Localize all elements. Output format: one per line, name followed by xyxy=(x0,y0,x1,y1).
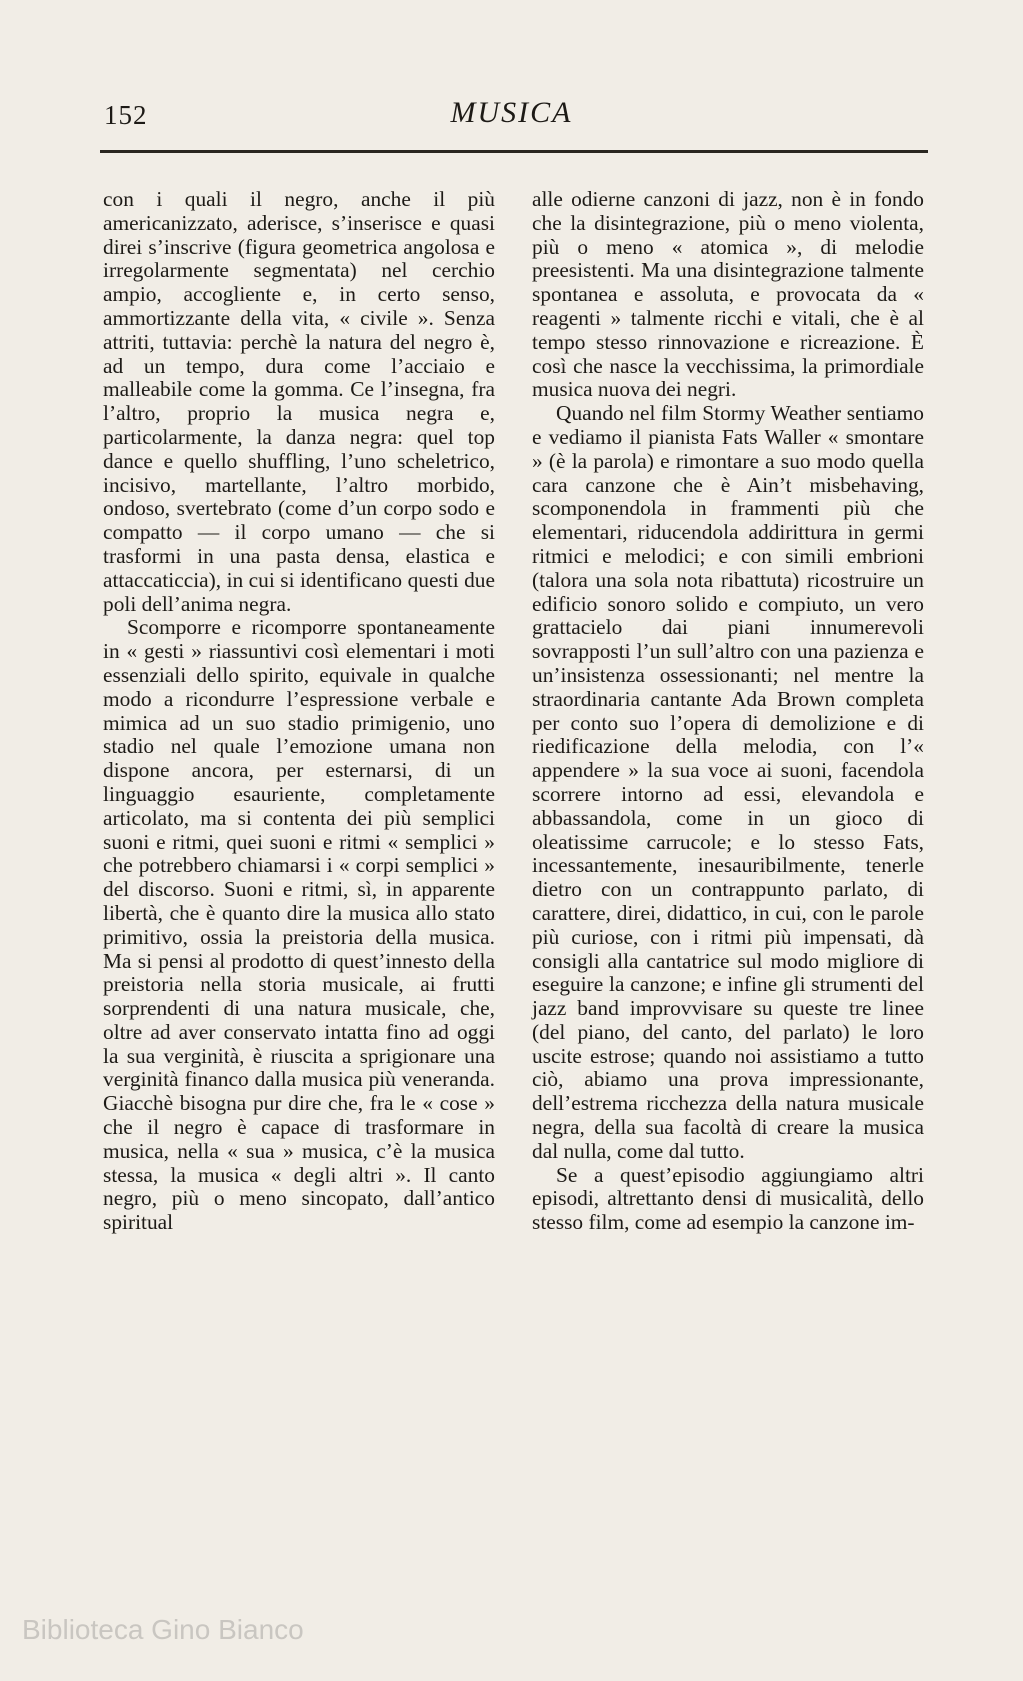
paragraph: Se a quest’episodio aggiungiamo altri episodi, altrettanto densi di musicalità, dello stesso film, come ad esempio la canzone im- xyxy=(532,1162,924,1235)
right-column xyxy=(532,188,924,1235)
header-rule xyxy=(100,150,928,153)
page-number: 152 xyxy=(104,100,148,130)
paragraph: Scomporre e ricomporre spontaneamente in « gesti » riassuntivi così elementari i moti essenziali dello spirito, equivale in qualche modo a ricondurre l’espressione verbale e mimica ad un suo stadio primigenio, uno stadio nel quale l’emozione umana non dispone ancora, per esternarsi, di un linguaggio esauriente, completamente articolato, ma si contenta dei più semplici suoni e ritmi, quei suoni e ritmi « semplici » che potrebbero chiamarsi i « corpi semplici » del discorso. Suoni e ritmi, sì, in apparente libertà, che è quanto dire la musica allo stato primitivo, ossia la preistoria della musica. Ma si pensi al prodotto di quest’innesto della preistoria nella storia musicale, ai frutti sorprendenti di una natura musicale, che, oltre ad aver conservato intatta fino ad oggi la sua verginità, è riuscita a sprigionare una verginità financo dalla musica più veneranda. Giacchè bisogna pur dire che, fra le « cose » che il negro è capace di trasformare in musica, nella « sua » musica, c’è la musica stessa, la musica « degli altri ». Il canto negro, più o meno sincopato, dall’antico spiritual xyxy=(103,615,495,1235)
paragraph: con i quali il negro, anche il più americanizzato, aderisce, s’inserisce e quasi direi s’inscrive (figura geometrica angolosa e irregolarmente segmentata) nel cerchio ampio, accogliente e, in certo senso, ammortizzante della vita, « civile ». Senza attriti, tuttavia: perchè la natura del negro è, ad un tempo, dura come l’acciaio e malleabile come la gomma. Ce l’insegna, fra l’altro, proprio la musica negra e, particolarmente, la danza negra: quel top dance e quello shuffling, l’uno scheletrico, incisivo, martellante, l’altro morbido, ondoso, svertebrato (come d’un corpo sodo e compatto — il corpo umano — che si trasformi in una pasta densa, elastica e attaccaticcia), in cui si identificano questi due poli dell’anima negra. xyxy=(103,187,495,616)
left-column xyxy=(103,188,495,1235)
paragraph: alle odierne canzoni di jazz, non è in fondo che la disintegrazione, più o meno violenta, più o meno « atomica », di melodie preesistenti. Ma una disintegrazione talmente spontanea e assoluta, e provocata da « reagenti » talmente ricchi e vitali, che è al tempo stesso rinnovazione e ricreazione. È così che nasce la vecchissima, la primordiale musica nuova dei negri. xyxy=(532,187,924,402)
paragraph: Quando nel film Stormy Weather sentiamo e vediamo il pianista Fats Waller « smontare » (è la parola) e rimontare a suo modo quella cara canzone che è Ain’t misbehaving, scomponendola in frammenti più che elementari, riducendola addirittura in germi ritmici e melodici; e con simili embrioni (talora una sola nota ribattuta) ricostruire un edificio sonoro solido e compiuto, un vero grattacielo dai piani innumerevoli sovrapposti l’un sull’altro con una pazienza e un’insistenza ossessionanti; nel mentre la straordinaria cantante Ada Brown completa per conto suo l’opera di demolizione e di riedificazione della melodia, con l’« appendere » la sua voce ai suoni, facendola scorrere intorno ad essi, elevandola e abbassandola, come in un gioco di oleatissime carrucole; e lo stesso Fats, incessantemente, inesauribilmente, tenerle dietro con un contrappunto parlato, di carattere, direi, didattico, in cui, con le parole più curiose, con i ritmi più impensati, dà consigli alla cantatrice sul modo migliore di eseguire la canzone; e infine gli strumenti del jazz band improvvisare su queste tre linee (del piano, del canto, del parlato) le loro uscite estrose; quando noi assistiamo a tutto ciò, abiamo una prova impressionante, dell’estrema ricchezza della natura musicale negra, della sua facoltà di creare la musica dal nulla, come dal tutto. xyxy=(532,401,924,1163)
running-head: MUSICA xyxy=(450,96,573,129)
library-watermark: Biblioteca Gino Bianco xyxy=(22,1614,304,1645)
